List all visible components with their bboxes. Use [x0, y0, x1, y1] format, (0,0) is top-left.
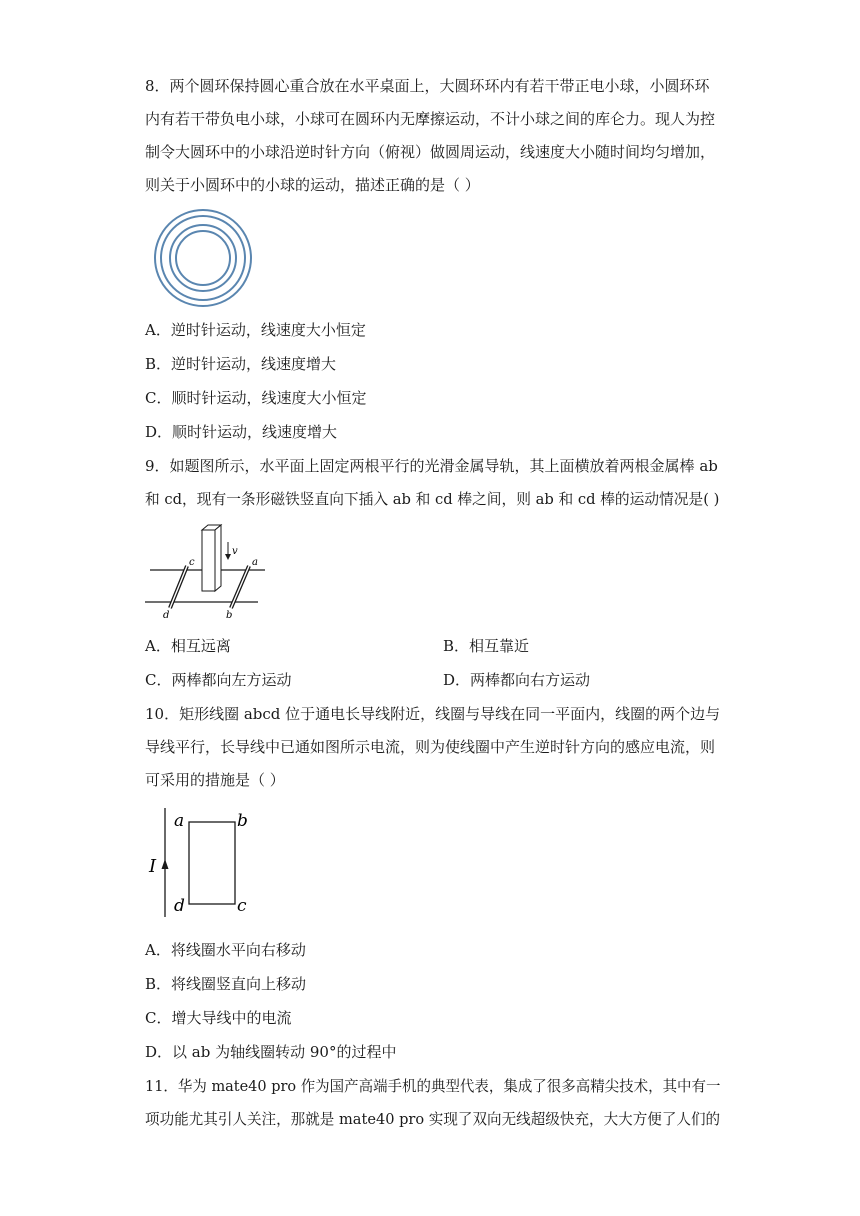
q8-option-a: A．逆时针运动，线速度大小恒定 [145, 321, 366, 339]
label-I: I [149, 856, 157, 877]
outer-ring-inner [161, 216, 245, 300]
label-d: d [174, 896, 185, 916]
q10-option-d: D．以 ab 为轴线圈转动 90°的过程中 [145, 1043, 397, 1061]
q10-line-3: 可采用的措施是（ ） [145, 771, 285, 789]
q9-line-1: 9．如题图所示，水平面上固定两根平行的光滑金属导轨，其上面横放着两根金属棒 ab [145, 457, 718, 475]
label-v: v [232, 546, 238, 557]
q8-line-3: 制令大圆环中的小球沿逆时针方向（俯视）做圆周运动，线速度大小随时间均匀增加， [145, 143, 716, 161]
bar-magnet [202, 525, 221, 591]
q10-wire-coil-figure [140, 805, 260, 920]
label-b: b [237, 811, 248, 831]
label-b: b [226, 610, 233, 621]
label-a: a [252, 557, 258, 568]
q10-line-2: 导线平行，长导线中已通如图所示电流，则为使线圈中产生逆时针方向的感应电流，则 [145, 738, 716, 756]
label-d: d [163, 610, 170, 621]
inner-ring-inner [176, 231, 230, 285]
q11-line-1: 11．华为 mate40 pro 作为国产高端手机的典型代表，集成了很多高精尖技术，其中有一 [145, 1077, 721, 1095]
rectangular-coil [189, 822, 235, 904]
q8-option-d: D．顺时针运动，线速度增大 [145, 423, 338, 441]
q11-line-2: 项功能尤其引人关注，那就是 mate40 pro 实现了双向无线超级快充，大大方便了人们的 [145, 1110, 721, 1128]
q8-option-c: C．顺时针运动，线速度大小恒定 [145, 389, 367, 407]
q10-option-c: C．增大导线中的电流 [145, 1009, 292, 1027]
q9-option-a: A．相互远离 [145, 637, 231, 655]
inner-ring-outer [170, 225, 236, 291]
q8-line-1: 8．两个圆环保持圆心重合放在水平桌面上，大圆环环内有若干带正电小球，小圆环环 [145, 77, 710, 95]
label-a: a [174, 811, 185, 831]
velocity-arrow [225, 542, 231, 560]
q8-line-4: 则关于小圆环中的小球的运动，描述正确的是（ ） [145, 176, 480, 194]
q10-line-1: 10．矩形线圈 abcd 位于通电长导线附近，线圈与导线在同一平面内，线圈的两个边与 [145, 705, 721, 723]
q10-option-b: B．将线圈竖直向上移动 [145, 975, 307, 993]
q9-option-c: C．两棒都向左方运动 [145, 671, 292, 689]
q9-option-d: D．两棒都向右方运动 [443, 671, 591, 689]
label-c: c [237, 896, 247, 916]
q8-option-b: B．逆时针运动，线速度增大 [145, 355, 337, 373]
label-c: c [189, 557, 195, 568]
q8-concentric-rings-figure [150, 205, 256, 311]
q8-line-2: 内有若干带负电小球，小球可在圆环内无摩擦运动，不计小球之间的库仑力。现人为控 [145, 110, 716, 128]
current-arrow [162, 859, 169, 869]
q9-option-b: B．相互靠近 [443, 637, 530, 655]
q10-option-a: A．将线圈水平向右移动 [145, 941, 306, 959]
q9-line-2: 和 cd，现有一条形磁铁竖直向下插入 ab 和 cd 棒之间，则 ab 和 cd 棒的运动情况是( ) [145, 490, 720, 508]
q9-rails-magnet-figure [140, 522, 270, 622]
